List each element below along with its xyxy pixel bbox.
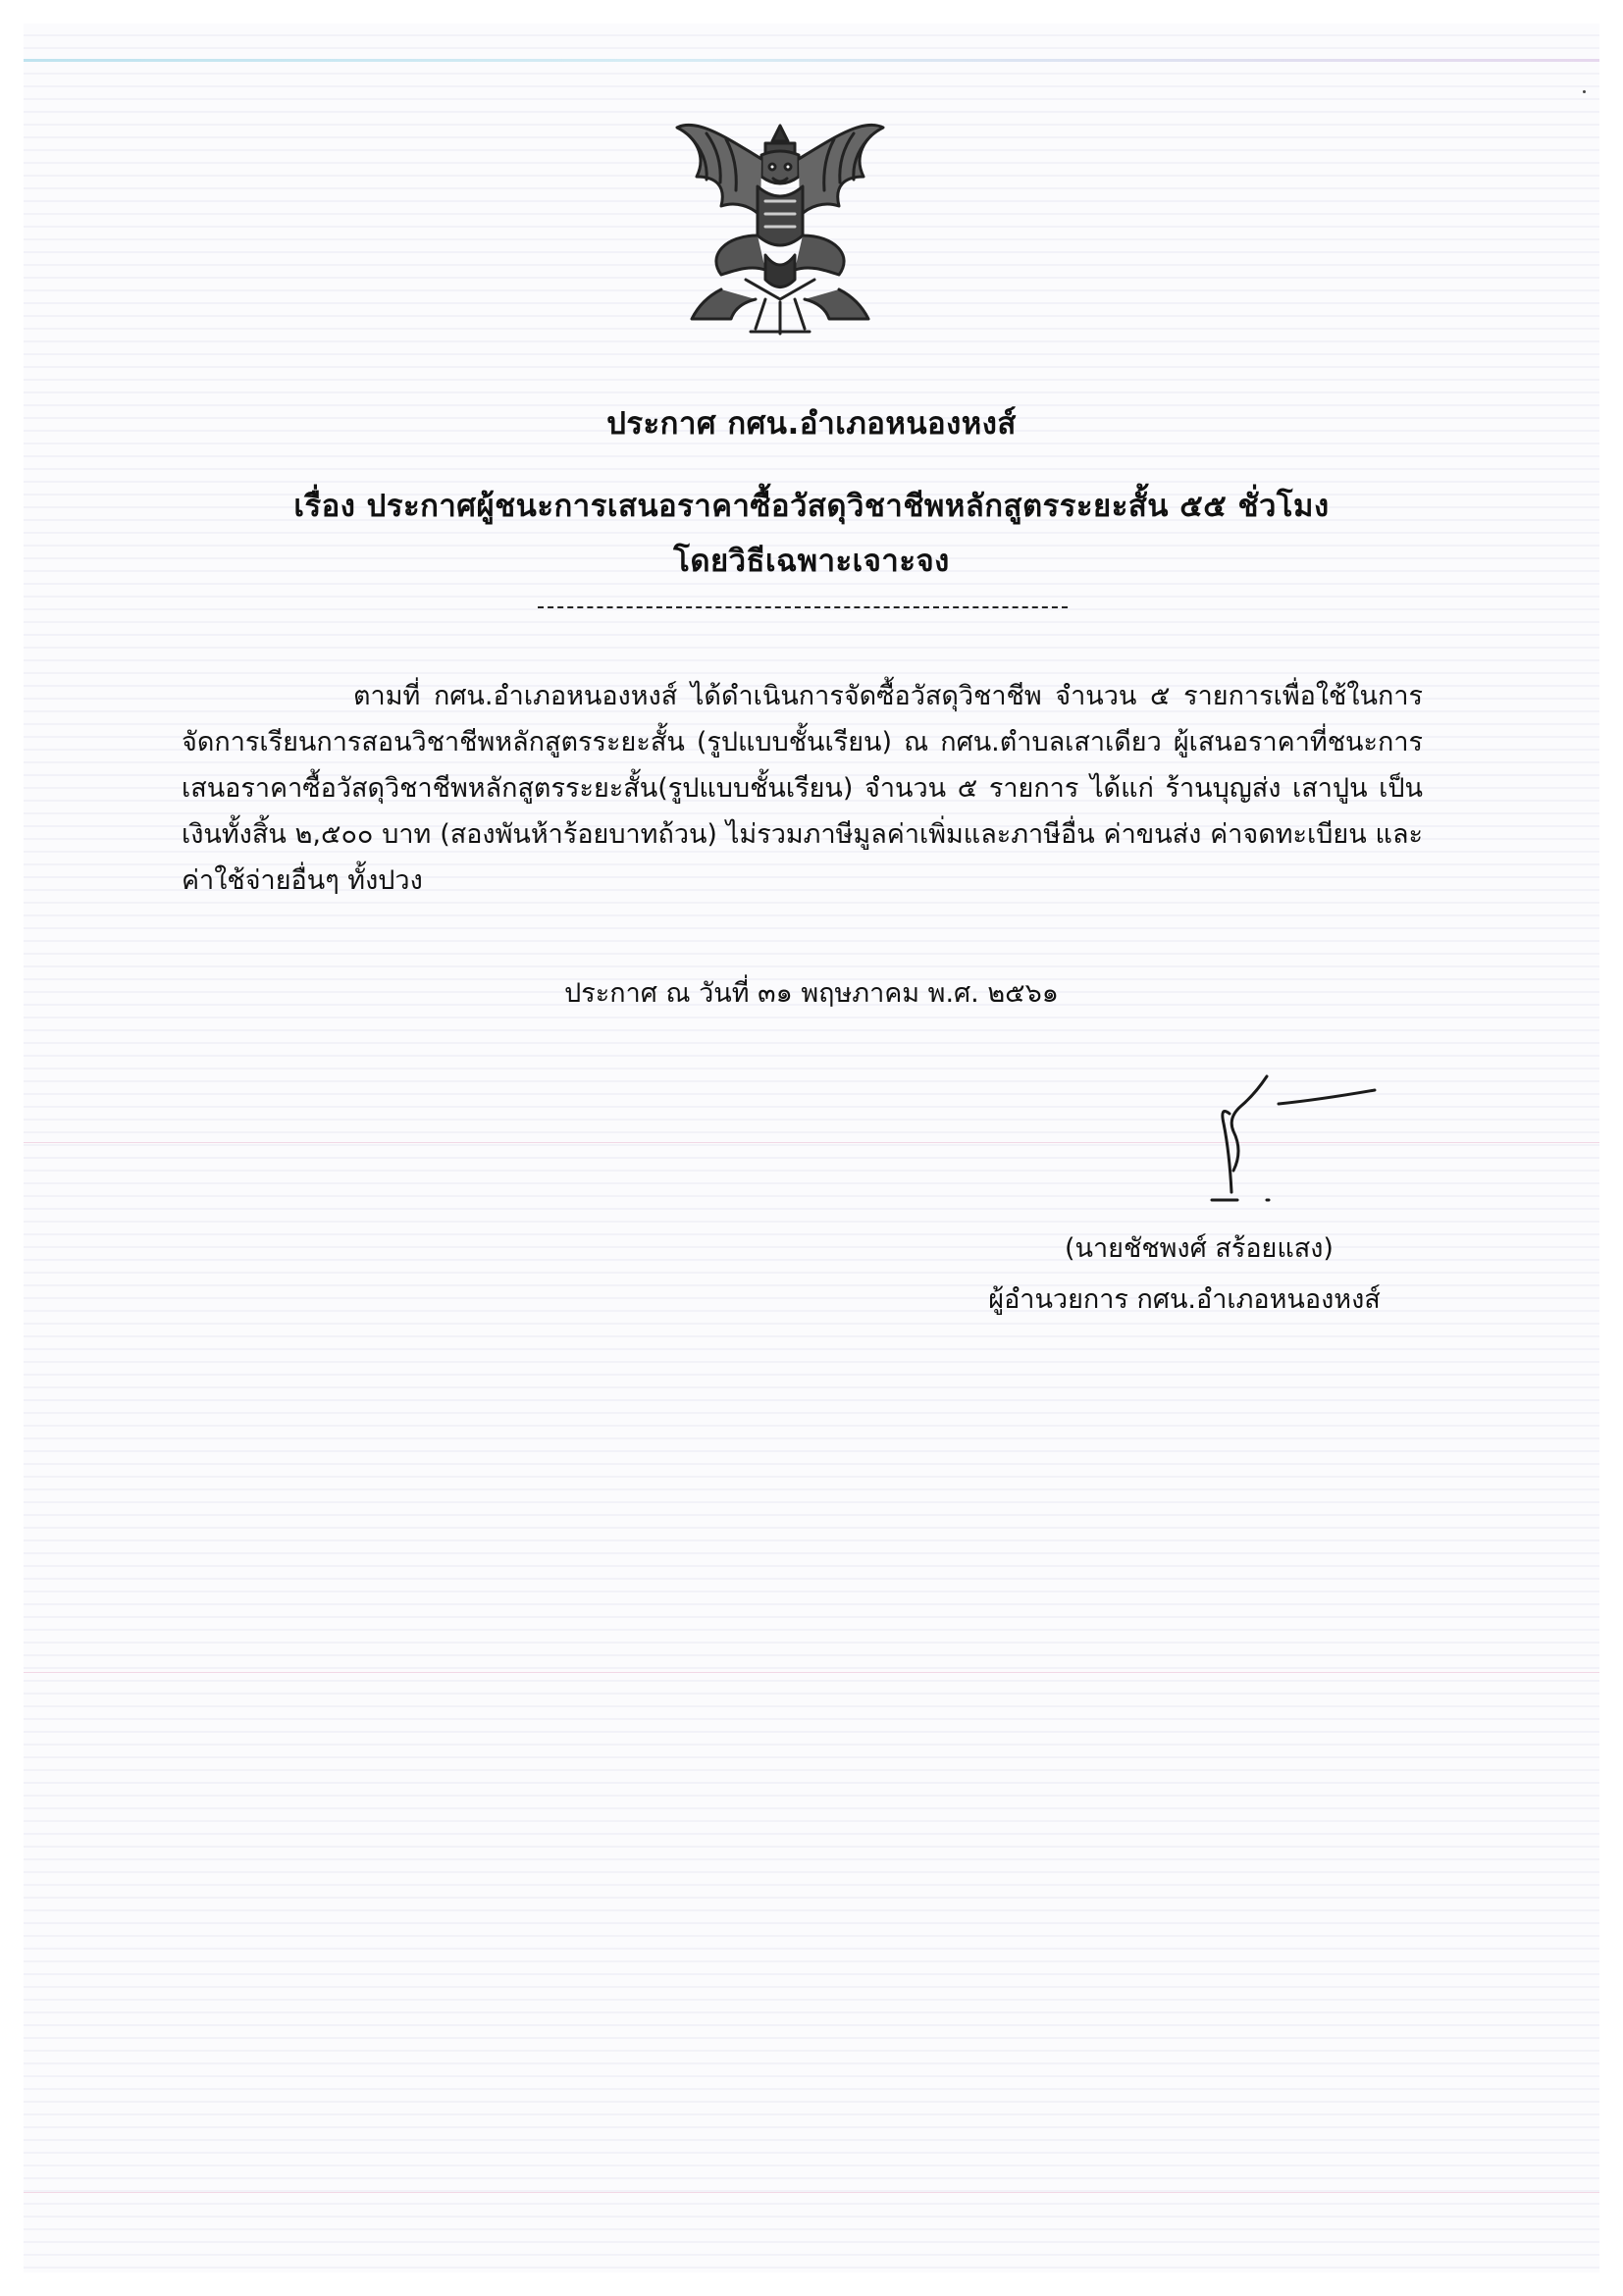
signatory-name: (นายชัชพงศ์ สร้อยแสง)	[1065, 1233, 1334, 1264]
scan-line	[24, 1672, 1599, 1673]
garuda-emblem-icon	[667, 108, 893, 343]
subject-line-continued: โดยวิธีเฉพาะเจาะจง	[673, 544, 950, 579]
announcement-title: ประกาศ กศน.อำเภอหนองหงส์	[606, 406, 1017, 442]
subject-line: เรื่อง ประกาศผู้ชนะการเสนอราคาซื้อวัสดุวิชาชีพหลักสูตรระยะสั้น ๕๕ ชั่วโมง	[293, 489, 1330, 524]
body-paragraph-block	[182, 673, 1423, 904]
announcement-date: ประกาศ ณ วันที่ ๓๑ พฤษภาคม พ.ศ. ๒๕๖๑	[564, 978, 1059, 1009]
signature-image	[1173, 1045, 1379, 1207]
body-paragraph: ตามที่ กศน.อำเภอหนองหงส์ ได้ดำเนินการจัดซื้อวัสดุวิชาชีพ จำนวน ๕ รายการเพื่อใช้ในการจัดการเรียนการสอนวิชาชีพหลักสูตรระยะสั้น (รูปแบบชั้นเรียน) ณ กศน.ตำบลเสาเดียว ผู้เสนอราคาที่ชนะการเสนอราคาซื้อวัสดุวิชาชีพหลักสูตรระยะสั้น(รูปแบบชั้นเรียน) จำนวน ๕ รายการ ได้แก่ ร้านบุญส่ง เสาปูน เป็นเงินทั้งสิ้น ๒,๕๐๐ บาท (สองพันห้าร้อยบาทถ้วน) ไม่รวมภาษีมูลค่าเพิ่มและภาษีอื่น ค่าขนส่ง ค่าจดทะเบียน และค่าใช้จ่ายอื่นๆ ทั้งปวง	[182, 681, 1423, 896]
scan-line	[24, 2192, 1599, 2193]
divider	[538, 606, 1068, 608]
scan-speck	[1583, 90, 1586, 93]
signatory-position: ผู้อำนวยการ กศน.อำเภอหนองหงส์	[988, 1284, 1381, 1315]
scan-top-edge	[24, 59, 1599, 62]
